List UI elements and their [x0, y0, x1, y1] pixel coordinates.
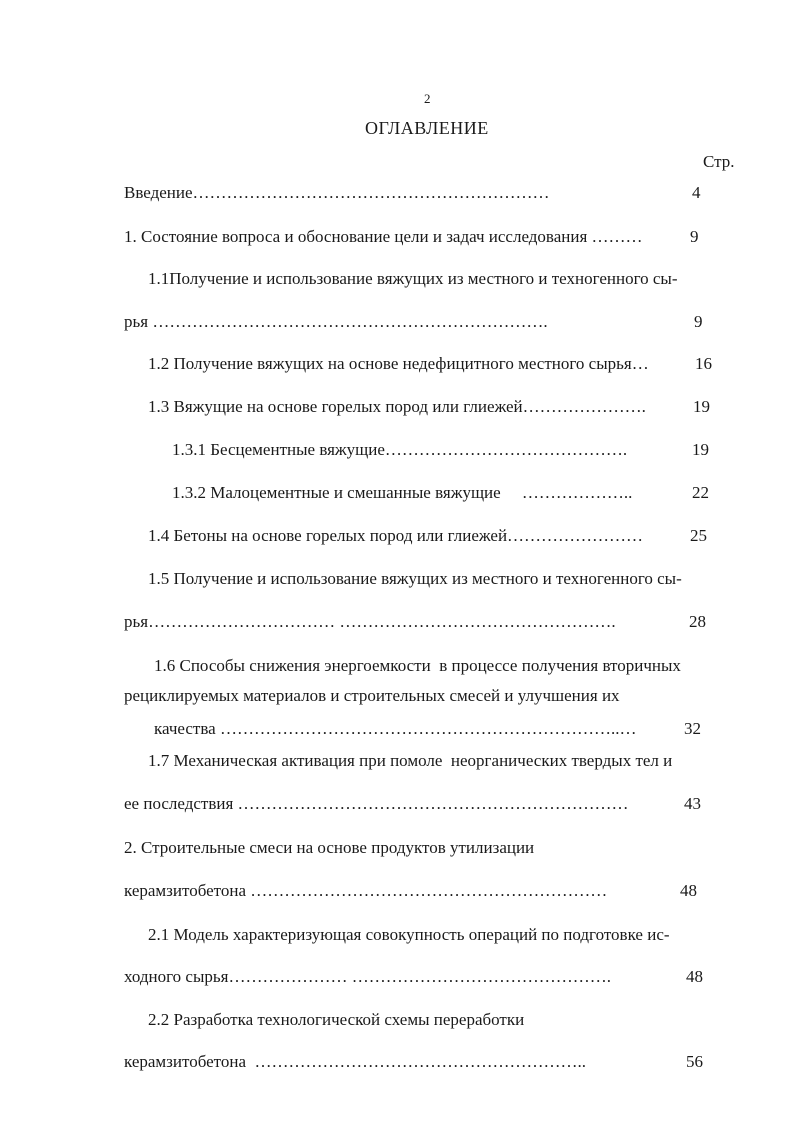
- toc-entry-text: 1.3 Вяжущие на основе горелых пород или глиежей………………….: [148, 397, 646, 416]
- toc-entry-text: керамзитобетона …………………………………………………..: [124, 1052, 587, 1071]
- toc-entry-page: 9: [694, 312, 703, 331]
- toc-entry-text: рья …………………………………………………………….: [124, 312, 548, 331]
- toc-entry-text: качества ……………………………………………………………..…: [154, 719, 637, 738]
- toc-entry-page: 19: [692, 440, 709, 459]
- toc-entry-text: 2.1 Модель характеризующая совокупность операций по подготовке ис-: [148, 925, 670, 944]
- toc-entry-page: 43: [684, 794, 701, 813]
- toc-entry-page: 16: [695, 354, 712, 373]
- toc-entry-page: 56: [686, 1052, 703, 1071]
- toc-entry-text: 1.3.1 Бесцементные вяжущие…………………………………….: [172, 440, 628, 459]
- toc-entry-text: 1.2 Получение вяжущих на основе недефицитного местного сырья…: [148, 354, 649, 373]
- toc-entry-text: 1.4 Бетоны на основе горелых пород или глиежей……………………: [148, 526, 644, 545]
- toc-entry-text: ходного сырья………………… ……………………………………….: [124, 967, 611, 986]
- toc-entry-page: 25: [690, 526, 707, 545]
- toc-entry-text: рециклируемых материалов и строительных смесей и улучшения их: [124, 686, 620, 705]
- toc-entry-text: 1. Состояние вопроса и обоснование цели и задач исследования ………: [124, 227, 643, 246]
- toc-entry-page: 22: [692, 483, 709, 502]
- toc-title: ОГЛАВЛЕНИЕ: [365, 118, 489, 138]
- toc-entry-text: ее последствия ……………………………………………………………: [124, 794, 629, 813]
- toc-entry-page: 19: [693, 397, 710, 416]
- toc-entry-page: 4: [692, 183, 701, 202]
- page-number: 2: [424, 91, 431, 106]
- toc-entry-text: Введение………………………………………………………: [124, 183, 550, 202]
- toc-entry-text: 2.2 Разработка технологической схемы переработки: [148, 1010, 525, 1029]
- toc-entry-page: 48: [686, 967, 703, 986]
- toc-entry-page: 32: [684, 719, 701, 738]
- toc-entry-text: 1.5 Получение и использование вяжущих из местного и техногенного сы-: [148, 569, 682, 588]
- toc-entry-text: 1.1Получение и использование вяжущих из местного и техногенного сы-: [148, 269, 678, 288]
- toc-entry-page: 48: [680, 881, 697, 900]
- toc-entry-text: рья…………………………… ………………………………………….: [124, 612, 616, 631]
- toc-entry-text: керамзитобетона ………………………………………………………: [124, 881, 608, 900]
- toc-entry-text: 1.7 Механическая активация при помоле неорганических твердых тел и: [148, 751, 673, 770]
- toc-entry-text: 1.3.2 Малоцементные и смешанные вяжущие ………………..: [172, 483, 633, 502]
- toc-entry-page: 28: [689, 612, 706, 631]
- toc-entry-text: 2. Строительные смеси на основе продуктов утилизации: [124, 838, 535, 857]
- toc-entry-page: 9: [690, 227, 699, 246]
- page-column-label: Стр.: [703, 152, 735, 171]
- toc-entry-text: 1.6 Способы снижения энергоемкости в процессе получения вторичных: [154, 656, 681, 675]
